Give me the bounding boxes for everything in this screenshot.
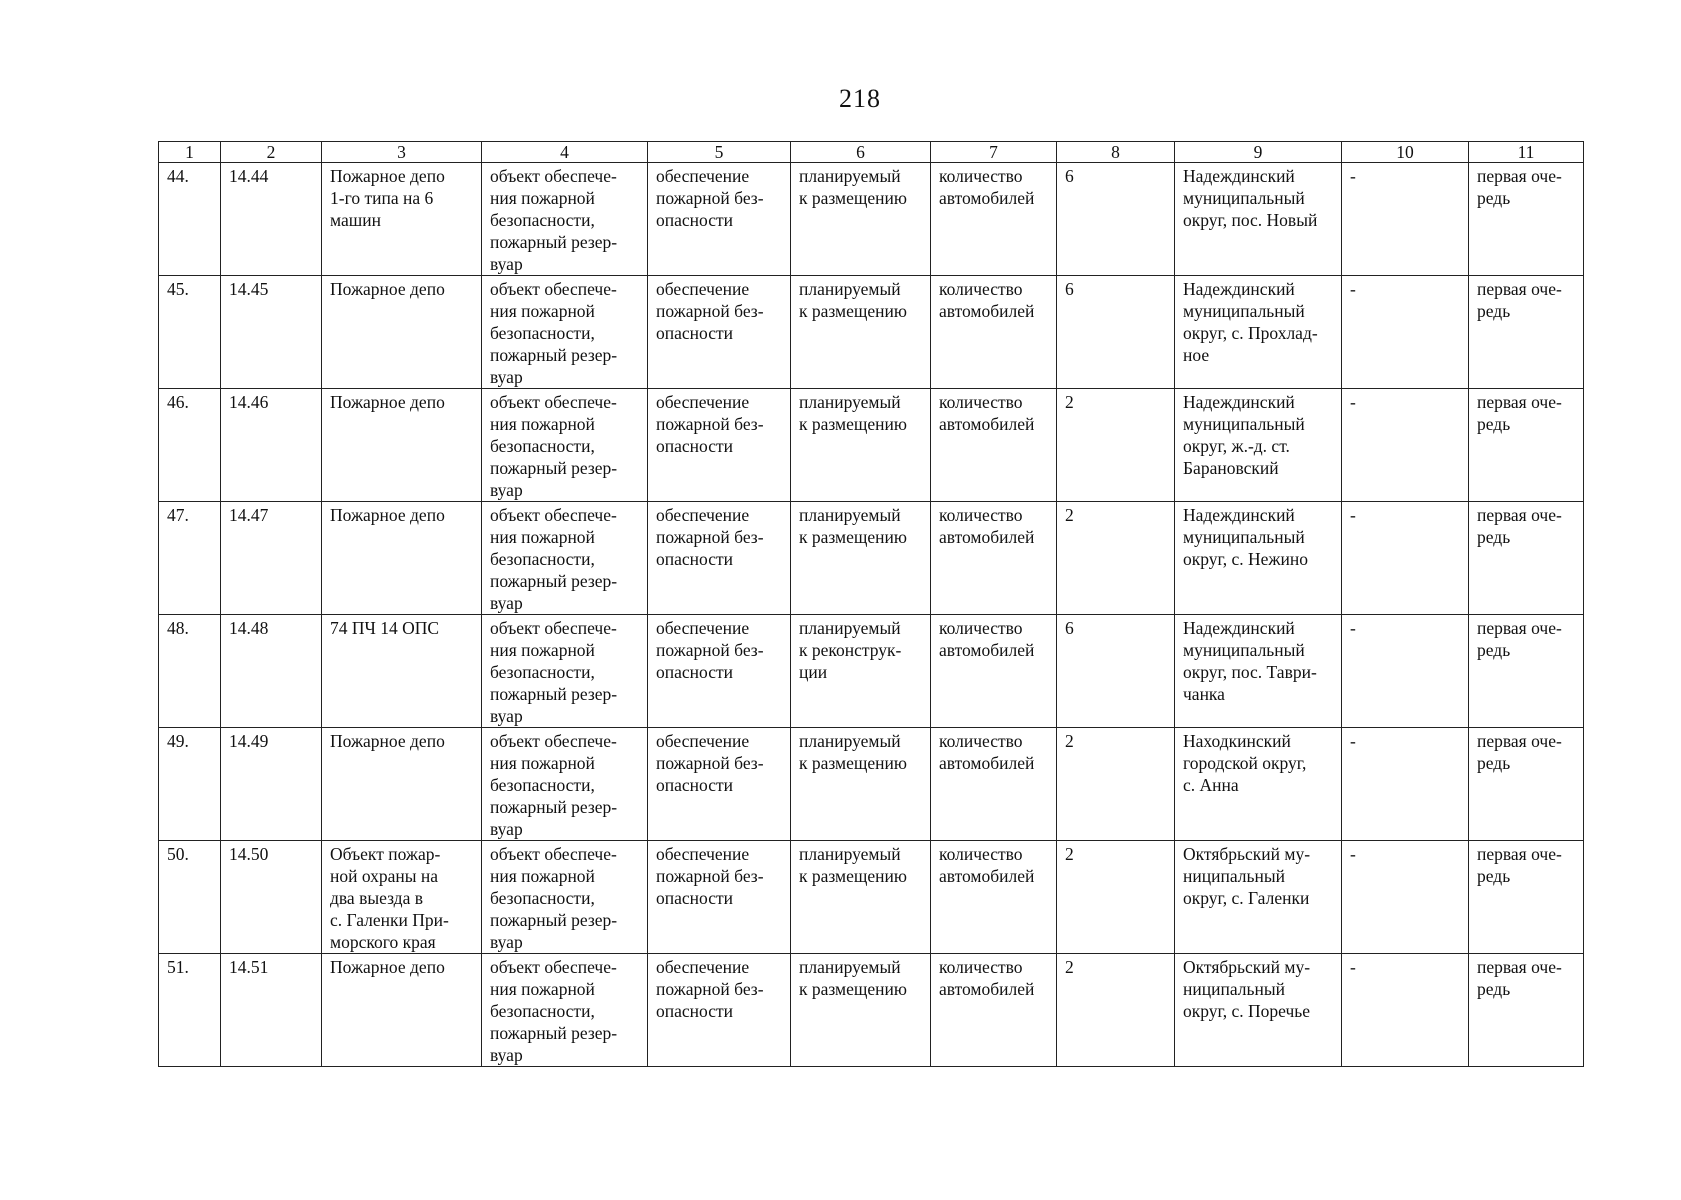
- object-type-cell: объект обеспече- ния пожарной безопасности, пожарный резер- вуар: [482, 163, 648, 276]
- value-cell: 2: [1057, 728, 1175, 841]
- location-cell: Находкинский городской округ, с. Анна: [1175, 728, 1342, 841]
- table-row: [159, 389, 1584, 502]
- column-header: 2: [221, 142, 322, 163]
- status-cell: планируемый к размещению: [791, 163, 931, 276]
- name-cell: 74 ПЧ 14 ОПС: [322, 615, 482, 728]
- row-number-cell: 51.: [159, 954, 221, 1067]
- stage-cell: первая оче- редь: [1469, 728, 1584, 841]
- status-cell: планируемый к размещению: [791, 841, 931, 954]
- characteristic-cell: количество автомобилей: [931, 163, 1057, 276]
- column-header: 9: [1175, 142, 1342, 163]
- column-header: 3: [322, 142, 482, 163]
- purpose-cell: обеспечение пожарной без- опасности: [648, 841, 791, 954]
- object-type-cell: объект обеспече- ния пожарной безопасности, пожарный резер- вуар: [482, 728, 648, 841]
- table-row: [159, 728, 1584, 841]
- code-cell: 14.47: [221, 502, 322, 615]
- column-header: 5: [648, 142, 791, 163]
- table-row: [159, 954, 1584, 1067]
- column-header: 1: [159, 142, 221, 163]
- purpose-cell: обеспечение пожарной без- опасности: [648, 728, 791, 841]
- row-number-cell: 50.: [159, 841, 221, 954]
- zone-cell: -: [1342, 389, 1469, 502]
- zone-cell: -: [1342, 728, 1469, 841]
- row-number-cell: 46.: [159, 389, 221, 502]
- characteristic-cell: количество автомобилей: [931, 615, 1057, 728]
- characteristic-cell: количество автомобилей: [931, 389, 1057, 502]
- code-cell: 14.51: [221, 954, 322, 1067]
- stage-cell: первая оче- редь: [1469, 502, 1584, 615]
- table-row: [159, 276, 1584, 389]
- characteristic-cell: количество автомобилей: [931, 276, 1057, 389]
- column-header: 11: [1469, 142, 1584, 163]
- name-cell: Пожарное депо: [322, 502, 482, 615]
- name-cell: Пожарное депо: [322, 389, 482, 502]
- zone-cell: -: [1342, 163, 1469, 276]
- row-number-cell: 44.: [159, 163, 221, 276]
- table-row: [159, 841, 1584, 954]
- name-cell: Пожарное депо: [322, 954, 482, 1067]
- value-cell: 6: [1057, 276, 1175, 389]
- location-cell: Надеждинский муниципальный округ, ж.-д. ст. Барановский: [1175, 389, 1342, 502]
- row-number-cell: 47.: [159, 502, 221, 615]
- column-header: 4: [482, 142, 648, 163]
- value-cell: 2: [1057, 502, 1175, 615]
- location-cell: Надеждинский муниципальный округ, пос. Таври- чанка: [1175, 615, 1342, 728]
- stage-cell: первая оче- редь: [1469, 841, 1584, 954]
- characteristic-cell: количество автомобилей: [931, 841, 1057, 954]
- table-body: [159, 163, 1584, 1067]
- value-cell: 2: [1057, 954, 1175, 1067]
- table-row: [159, 163, 1584, 276]
- purpose-cell: обеспечение пожарной без- опасности: [648, 389, 791, 502]
- status-cell: планируемый к реконструк- ции: [791, 615, 931, 728]
- purpose-cell: обеспечение пожарной без- опасности: [648, 502, 791, 615]
- purpose-cell: обеспечение пожарной без- опасности: [648, 276, 791, 389]
- object-type-cell: объект обеспече- ния пожарной безопасности, пожарный резер- вуар: [482, 615, 648, 728]
- status-cell: планируемый к размещению: [791, 728, 931, 841]
- characteristic-cell: количество автомобилей: [931, 728, 1057, 841]
- zone-cell: -: [1342, 502, 1469, 615]
- location-cell: Надеждинский муниципальный округ, пос. Новый: [1175, 163, 1342, 276]
- zone-cell: -: [1342, 615, 1469, 728]
- zone-cell: -: [1342, 954, 1469, 1067]
- purpose-cell: обеспечение пожарной без- опасности: [648, 615, 791, 728]
- characteristic-cell: количество автомобилей: [931, 502, 1057, 615]
- zone-cell: -: [1342, 276, 1469, 389]
- stage-cell: первая оче- редь: [1469, 389, 1584, 502]
- zone-cell: -: [1342, 841, 1469, 954]
- name-cell: Объект пожар- ной охраны на два выезда в с. Галенки При- морского края: [322, 841, 482, 954]
- purpose-cell: обеспечение пожарной без- опасности: [648, 163, 791, 276]
- code-cell: 14.49: [221, 728, 322, 841]
- row-number-cell: 48.: [159, 615, 221, 728]
- table-row: [159, 502, 1584, 615]
- stage-cell: первая оче- редь: [1469, 954, 1584, 1067]
- stage-cell: первая оче- редь: [1469, 276, 1584, 389]
- page-number: 218: [839, 84, 881, 113]
- location-cell: Надеждинский муниципальный округ, с. Нежино: [1175, 502, 1342, 615]
- code-cell: 14.45: [221, 276, 322, 389]
- fire-depot-table: [158, 141, 1584, 1067]
- location-cell: Октябрьский му- ниципальный округ, с. Поречье: [1175, 954, 1342, 1067]
- column-header: 10: [1342, 142, 1469, 163]
- location-cell: Октябрьский му- ниципальный округ, с. Галенки: [1175, 841, 1342, 954]
- column-header: 7: [931, 142, 1057, 163]
- purpose-cell: обеспечение пожарной без- опасности: [648, 954, 791, 1067]
- object-type-cell: объект обеспече- ния пожарной безопасности, пожарный резер- вуар: [482, 276, 648, 389]
- object-type-cell: объект обеспече- ния пожарной безопасности, пожарный резер- вуар: [482, 502, 648, 615]
- row-number-cell: 49.: [159, 728, 221, 841]
- name-cell: Пожарное депо: [322, 728, 482, 841]
- code-cell: 14.46: [221, 389, 322, 502]
- stage-cell: первая оче- редь: [1469, 163, 1584, 276]
- location-cell: Надеждинский муниципальный округ, с. Прохлад- ное: [1175, 276, 1342, 389]
- stage-cell: первая оче- редь: [1469, 615, 1584, 728]
- characteristic-cell: количество автомобилей: [931, 954, 1057, 1067]
- object-type-cell: объект обеспече- ния пожарной безопасности, пожарный резер- вуар: [482, 841, 648, 954]
- status-cell: планируемый к размещению: [791, 389, 931, 502]
- status-cell: планируемый к размещению: [791, 276, 931, 389]
- row-number-cell: 45.: [159, 276, 221, 389]
- object-type-cell: объект обеспече- ния пожарной безопасности, пожарный резер- вуар: [482, 389, 648, 502]
- table-row: [159, 615, 1584, 728]
- code-cell: 14.50: [221, 841, 322, 954]
- name-cell: Пожарное депо: [322, 276, 482, 389]
- value-cell: 6: [1057, 163, 1175, 276]
- value-cell: 2: [1057, 389, 1175, 502]
- status-cell: планируемый к размещению: [791, 954, 931, 1067]
- column-header: 8: [1057, 142, 1175, 163]
- status-cell: планируемый к размещению: [791, 502, 931, 615]
- column-header: 6: [791, 142, 931, 163]
- code-cell: 14.48: [221, 615, 322, 728]
- name-cell: Пожарное депо 1-го типа на 6 машин: [322, 163, 482, 276]
- code-cell: 14.44: [221, 163, 322, 276]
- value-cell: 6: [1057, 615, 1175, 728]
- value-cell: 2: [1057, 841, 1175, 954]
- object-type-cell: объект обеспече- ния пожарной безопасности, пожарный резер- вуар: [482, 954, 648, 1067]
- table-header-row: [159, 142, 1584, 163]
